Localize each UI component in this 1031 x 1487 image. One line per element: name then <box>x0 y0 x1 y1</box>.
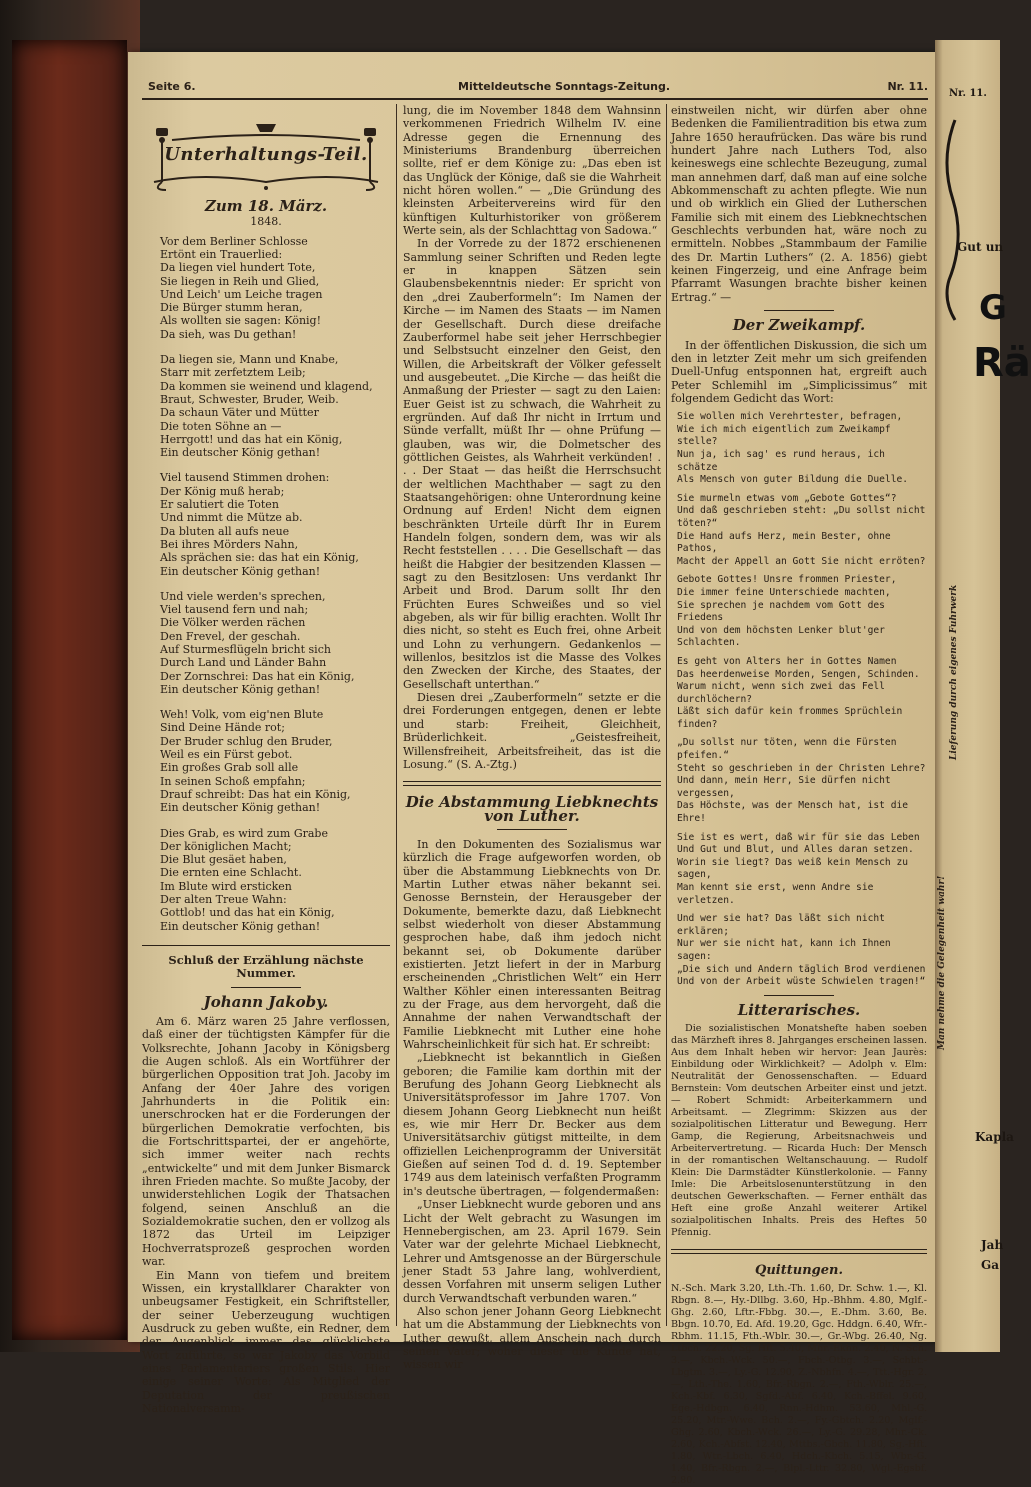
divider <box>231 987 301 988</box>
adjacent-text: Kapla <box>975 1130 1014 1144</box>
article-paragraph: „Unser Liebknecht wurde geboren und ans Licht der Welt gebracht zu Wasungen im Hennebergischen, am 23. April 1679. Sein Vater war der gelehrte Michael Liebknecht, Lehrer und Amtsgenosse an der Bürgerschule jener Stadt 53 Jahre lang, wohlverdient, dessen Vorfahren mit unserm seligen Luther durch Verwandtschaft verbunden waren.“ <box>403 1198 661 1305</box>
divider <box>671 1249 927 1254</box>
article-paragraph: In der Vorrede zu der 1872 erschienenen Sammlung seiner Schriften und Reden legte er in knappen Sätzen sein Glaubensbekenntnis nieder: Er spricht von den „drei Zauberformeln“: Im Namen der Kirche — im Namen des Staats — im Namen der Gesellschaft. Durch diese dreifache Zauberformel habe seit jeher Herrschbegier und Selbstsucht einzelner den Geist, den Willen, die Arbeitskraft der Völker gefesselt und ausgebeutet. „Die Kirche — das heißt die Anmaßung der Priester — sagt zu den Laien: Euer Geist ist zu schwach, die Wahrheit zu ergründen. Auf daß Ihr nicht in Irrtum und Sünde verfallt, müßt Ihr — ohne Prüfung — glauben, was wir, die Dolmetscher des göttlichen Geistes, als Wahrheit verkünden! . . . Der Staat — das heißt die Herrschsucht der weltlichen Machthaber — sagt zu den Staatsangehörigen: ohne Unterordnung keine Ordnung auf Erden! Nicht dem eignen beschränkten Urteile dürft Ihr in Eurem Handeln folgen, sondern dem, was wir als Recht feststellen . . . . Die Gesellschaft — das heißt die Habgier der besitzenden Klassen — sagt zu den Besitzlosen: Uns verdankt Ihr Arbeit und Brod. Darum sollt Ihr den Früchten Eures Schweißes und so viel abgeben, als wir für billig erachten. Wollt Ihr dies nicht, so steht es Euch frei, ohne Arbeit und Lohn zu verhungern. Gedankenlos — willenlos, besitzlos ist die Masse des Volkes den Zwecken der Kirche, des Staates, der Gesellschaft unterthan.“ <box>403 237 661 691</box>
article-paragraph: lung, die im November 1848 dem Wahnsinn verkommenen Friedrich Wilhelm IV. eine Adresse gegen die Ernennung des Ministeriums Brandenburg überreichen sollte, rief er dem Könige zu: „Das eben ist das Unglück der Könige, daß sie die Wahrheit nicht hören wollen.“ — „Die Gründung des kleinsten Arbeitervereins wird für den künftigen Kulturhistoriker von größerem Werte sein, als der Schlachttag von Sadowa.“ <box>403 104 661 238</box>
poem-stanza: Da liegen sie, Mann und Knabe, Starr mit zerfetztem Leib; Da kommen sie weinend und klagend, Braut, Schwester, Bruder, Weib. Da schaun Väter und Mütter Die toten Söhne an — Herrgott! und das hat ein König, Ein deutscher König gethan! <box>160 353 373 460</box>
article-paragraph: In der öffentlichen Diskussion, die sich um den in letzter Zeit mehr um sich greifenden Duell-Unfug entsponnen hat, ergreift auch Peter Schlemihl im „Simplicissimus“ mit folgendem Gedicht das Wort: <box>671 338 927 405</box>
header-rule <box>142 98 928 100</box>
newspaper-page <box>128 52 938 1487</box>
poem-stanza: Weh! Volk, vom eig'nen Blute Sind Deine Hände rot; Der Bruder schlug den Bruder, Weil es ein Fürst gebot. Ein großes Grab soll alle In seinen Schoß empfahn; Drauf schreibt: Das hat ein König, Ein deutscher König gethan! <box>160 708 351 815</box>
verse-stanza: Und wer sie hat? Das läßt sich nicht erklären; Nur wer sie nicht hat, kann ich Ihnen sagen: „Die sich und Andern täglich Brod verdienen Und von der Arbeit wüste Schwielen tragen!“ <box>677 913 926 988</box>
verse-stanza: Es geht von Alters her in Gottes Namen Das heerdenweise Morden, Sengen, Schinden. Warum nicht, wenn sich zwei das Fell durchlöchern? Läßt sich dafür kein frommes Sprüchlein finden? <box>677 655 920 730</box>
newspaper-name: Mitteldeutsche Sonntags-Zeitung. <box>458 80 671 93</box>
column-3 <box>671 104 927 1487</box>
article-paragraph: Ein Mann von tiefem und breitem Wissen, ein krystallklarer Charakter von unbeugsamer Festigkeit, ein Schriftsteller, der seiner Ueberzeugung wuchtigen Ausdruck zu geben wußte, ein Redner, dem der Augenblick immer das glücklichste Wort zuführte, so war Jakoby das Vorbild eines Parlamentariers großen Stils. Hier einige seiner Worte: Als Mitglied der Deputation der preußischen Nationalversamm- <box>142 1268 390 1415</box>
article-title-literature: Litterarisches. <box>737 1000 861 1019</box>
article-paragraph: Die sozialistischen Monatshefte haben soeben das Märzheft ihres 8. Jahrganges erscheinen lassen. Aus dem Inhalt heben wir hervor: Jean Jaurès: Einbildung oder Wirklichkeit? — Adolph v. Elm: Neutralität der Genossenschaften. — Eduard Bernstein: Vom deutschen Arbeiter einst und jetzt. — Robert Schmidt: Arbeiterkammern und Arbeitsamt. — Zlegrimm: Skizzen aus der sozialpolitischen Litteratur und Bewegung. Herr Gamp, die Regierung, Arbeitsnachweis und Arbeitervertretung. — Ricarda Huch: Der Mensch in der romantischen Weltanschauung. — Rudolf Klein: Die Darmstädter Künstlerkolonie. — Fanny Imle: Die Arbeitslosenunterstützung in den deutschen Gewerkschaften. — Ferner enthält das Heft eine große Anzahl weiterer Artikel sozialpolitischen Inhalts. Preis des Heftes 50 Pfennig. <box>671 1023 927 1239</box>
article-paragraph: Also schon jener Johann Georg Liebknecht hat um die Abstammung der Liebknechts von Luther gewußt, allem Anschein nach durch seinen Vater; woher dieser die Kunde hat, wissen wir <box>403 1304 661 1372</box>
article-title-luther: Die Abstammung Liebknechts von Luther. <box>405 793 659 825</box>
article-paragraph: Am 6. März waren 25 Jahre verflossen, daß einer der tüchtigsten Kämpfer für die Volksrechte, Johann Jacoby in Königsberg die Augen schloß. Als ein Wortführer der bürgerlichen Opposition trat Joh. Jacoby im Anfang der 40er Jahre des vorigen Jahrhunderts in die Politik ein: unerschrocken hat er die Forderungen der bürgerlichen Demokratie verfochten, bis die Fortschrittspartei, der er angehörte, sich immer weiter nach rechts „entwickelte“ und mit dem Junker Bismarck ihren Frieden machte. So mußte Jacoby, der unwiderstehlichen Logik der Thatsachen folgend, seinen Anschluß an die Sozialdemokratie suchen, den er vollzog als 1872 das Urteil im Leipziger Hochverratsprozeß gesprochen worden war. <box>142 1014 390 1269</box>
adjacent-text: Gut un <box>957 240 1004 254</box>
poem-stanza: Viel tausend Stimmen drohen: Der König muß herab; Er salutiert die Toten Und nimmt die Mütze ab. Da bluten all aufs neue Bei ihres Mörders Nahn, Als sprächen sie: das hat ein König, Ein deutscher König gethan! <box>160 471 359 578</box>
adjacent-text: Jah <box>981 1238 1004 1252</box>
adjacent-big-letter: G <box>979 288 1007 328</box>
adjacent-vertical-text: Lieferung durch eigenes Fuhrwerk <box>949 584 959 760</box>
receipts-list: N.-Sch. Mark 3.20, Lth.-Th. 1.60, Dr. Schw. 1.—, Kl. Rbgn. 8.—, Hy.-Dllbg. 3.60, Hp.-Bhhm. 4.80, Mglf.-Ghg. 2.60, Lftr.-Fbbg. 30.—, E.-Dhm. 3.60, Be. Bbgn. 10.70, Ed. Afd. 19.20, Ggc. Hddgn. 6.40, Wfr.-Rbhm. 11.15, Fth.-Wblr. 30.—, Gr.-Wbg. 26.40, Ng. Ltbch. 22.20, Sg. Hft. 5.40, Mhr.-Ekhn. 2.40, N. Sch. 3.—, Kbch.-Wck. 50.—, Fbch.-Otbg. 3.—, Schbt.-Lbgtm. 3.—, Ly.-G. 12.90, Z.-Nbhfn. 4.—, Ttt.-Hgr. 2.—, Lth.-The. 1.60, Bfr.-Rbgn. 2.—, Fth.-Wblr. 25.—, Kch.-Kbf. 6.30, Sgfd.-Abf. 6.40, Kch.-Bffel. 9.60, Ege.-Hdbgn. 6.40, Rnn.-Hdhm. 53.60, Mhl.-G. 25.20, Mtr.-Wwe. Bch. 2.—, Fy.-Gbtch. 2.20, Mglf.-Ghg. 2.60, Kbch.-Wck. 26.—, Ly.-G. 29.28, Mhr.-Ck. 2.60, Kch.-Abfst. 12.40, Mttbs.-Gbch. 11.80, Sg.-Hft. 1.80, Wtr.-Lbch. 6.40, Hdch.-Kbch. 5.15, Wbr.-G. 1.40, Bfr.-Rbgn. 2.—, Blpl.-Lttr. 32.80, Wgl.-Egsbf. 2.80. <box>671 1283 927 1487</box>
verse-stanza: Sie murmeln etwas vom „Gebote Gottes“? Und daß geschrieben steht: „Du sollst nicht töten?“ Die Hand aufs Herz, mein Bester, ohne Pathos, Macht der Appell an Gott Sie nicht erröten? <box>677 492 926 567</box>
article-title-duel: Der Zweikampf. <box>732 316 866 335</box>
divider <box>403 781 661 786</box>
verse-stanza: „Du sollst nur töten, wenn die Fürsten pfeifen.“ Steht so geschrieben in der Christen Lehre? Und dann, mein Herr, Sie dürfen nicht vergessen, Das Höchste, was der Mensch hat, ist die Ehre! <box>677 737 926 825</box>
page-number: Seite 6. <box>148 80 196 93</box>
article-paragraph: Diesen drei „Zauberformeln“ setzte er die drei Forderungen entgegen, denen er lebte und starb: Freiheit, Gleichheit, Brüderlichkeit. „Geistesfreiheit, Willensfreiheit, Arbeitsfreiheit, das ist die Losung.“ (S. A.-Ztg.) <box>403 691 661 771</box>
column-1 <box>142 104 390 1415</box>
article-paragraph: In den Dokumenten des Sozialismus war kürzlich die Frage aufgeworfen worden, ob über die Abstammung Liebknechts von Dr. Martin Luther etwas näher bekannt sei. Genosse Bernstein, der Herausgeber der Dokumente, bemerkte dazu, daß Liebknecht selbst wiederholt von dieser Abstammung gesprochen habe, daß ihm jedoch nicht bekannt sei, ob Dokumente darüber existierten. Jetzt liefert in der in Marburg erscheinenden „Christlichen Welt“ ein Herr Walther Köhler einen interessanten Beitrag zu der Frage, aus dem hervorgeht, daß die Annahme der nahen Verwandtschaft der Familie Liebknecht mit Luther eine hohe Wahrscheinlichkeit für sich hat. Er schreibt: <box>403 837 661 1052</box>
column-2 <box>403 104 661 1372</box>
adjacent-page-header: Nr. 11. <box>949 88 987 99</box>
divider <box>497 829 567 830</box>
article-paragraph: einstweilen nicht, wir dürfen aber ohne Bedenken die Familientradition bis etwa zum Jahre 1650 heraufrücken. Das wäre bis rund hundert Jahre nach Luthers Tod, also keineswegs eine schlechte Bezeugung, zumal man annehmen darf, daß man auf eine solche Abkommenschaft zu achten pflegte. Wie nun und ob wirklich ein Glied der Lutherschen Familie sich mit einem des Liebknechtschen Geschlechts verbunden hat, wäre noch zu ermitteln. Nobbes „Stammbaum der Familie des Dr. Martin Luthers“ (2. A. 1856) giebt keinen Fingerzeig, und eine Anfrage beim Pfarramt Wasungen brachte bisher keinen Ertrag.“ — <box>671 104 927 304</box>
issue-number: Nr. 11. <box>887 80 928 93</box>
divider <box>142 945 390 946</box>
section-title: Unterhaltungs-Teil. <box>164 144 368 165</box>
adjacent-page <box>935 40 1031 1352</box>
article-title-jacoby: Johann Jakoby. <box>203 992 329 1011</box>
article-title-receipts: Quittungen. <box>755 1263 843 1279</box>
poem-year: 1848. <box>250 215 282 229</box>
poem-stanza: Und viele werden's sprechen, Viel tausend fern und nah; Die Völker werden rächen Den Frevel, der geschah. Auf Sturmesflügeln bricht sich Durch Land und Länder Bahn Der Zornschrei: Das hat ein König, Ein deutscher König gethan! <box>160 589 355 696</box>
section-ornament <box>142 120 390 192</box>
article-paragraph: „Liebknecht ist bekanntlich in Gießen geboren; die Familie kam dorthin mit der Berufung des Johann Georg Liebknecht als Universitätsprofessor im Jahre 1707. Von diesem Johann Georg Liebknecht nun heißt es, wie mir Herr Dr. Becker aus dem Universitätsarchiv gütigst mitteilte, in dem offiziellen Leichenprogramm der Universität Gießen auf seinen Tod d. d. 19. September 1749 aus dem lateinisch verfaßten Programm in's deutsche übertragen, — folgendermaßen: <box>403 1051 661 1198</box>
verse-stanza: Gebote Gottes! Unsre frommen Priester, Die immer feine Unterschiede machten, Sie sprechen je nachdem vom Gott des Friedens Und von dem höchsten Lenker blut'ger Schlachten. <box>677 574 897 649</box>
adjacent-vertical-text: Man nehme die Gelegenheit wahr! <box>937 875 947 1050</box>
column-rule <box>396 104 397 1326</box>
divider <box>764 995 834 996</box>
verse-stanza: Sie wollen mich Verehrtester, befragen, Wie ich mich eigentlich zum Zweikampf stelle? Nun ja, ich sag' es rund heraus, ich schätze Als Mensch von guter Bildung die Duelle. <box>677 411 909 486</box>
poem-title: Zum 18. März. <box>204 197 328 215</box>
poem-stanza: Vor dem Berliner Schlosse Ertönt ein Trauerlied: Da liegen viel hundert Tote, Sie liegen in Reih und Glied, Und Leich' um Leiche tragen Die Bürger stumm heran, Als wollten sie sagen: König! Da sieh, was Du gethan! <box>160 234 323 341</box>
page-header <box>148 78 928 98</box>
divider <box>764 310 834 311</box>
binding-cloth <box>12 40 127 1340</box>
column-rule <box>666 104 667 1326</box>
poem-stanza: Dies Grab, es wird zum Grabe Der königlichen Macht; Die Blut gesäet haben, Die ernten eine Schlacht. Im Blute wird ersticken Der alten Treue Wahn: Gottlob! und das hat ein König, Ein deutscher König gethan! <box>160 826 335 933</box>
adjacent-big-letter: Rä <box>973 340 1031 386</box>
adjacent-text: Ga <box>981 1258 1000 1272</box>
verse-stanza: Sie ist es wert, daß wir für sie das Leben Und Gut und Blut, und Alles daran setzen. Worin sie liegt? Das weiß kein Mensch zu sagen, Man kennt sie erst, wenn Andre sie verletzen. <box>677 831 920 906</box>
serial-note: Schluß der Erzählung nächste Nummer. <box>168 952 364 981</box>
